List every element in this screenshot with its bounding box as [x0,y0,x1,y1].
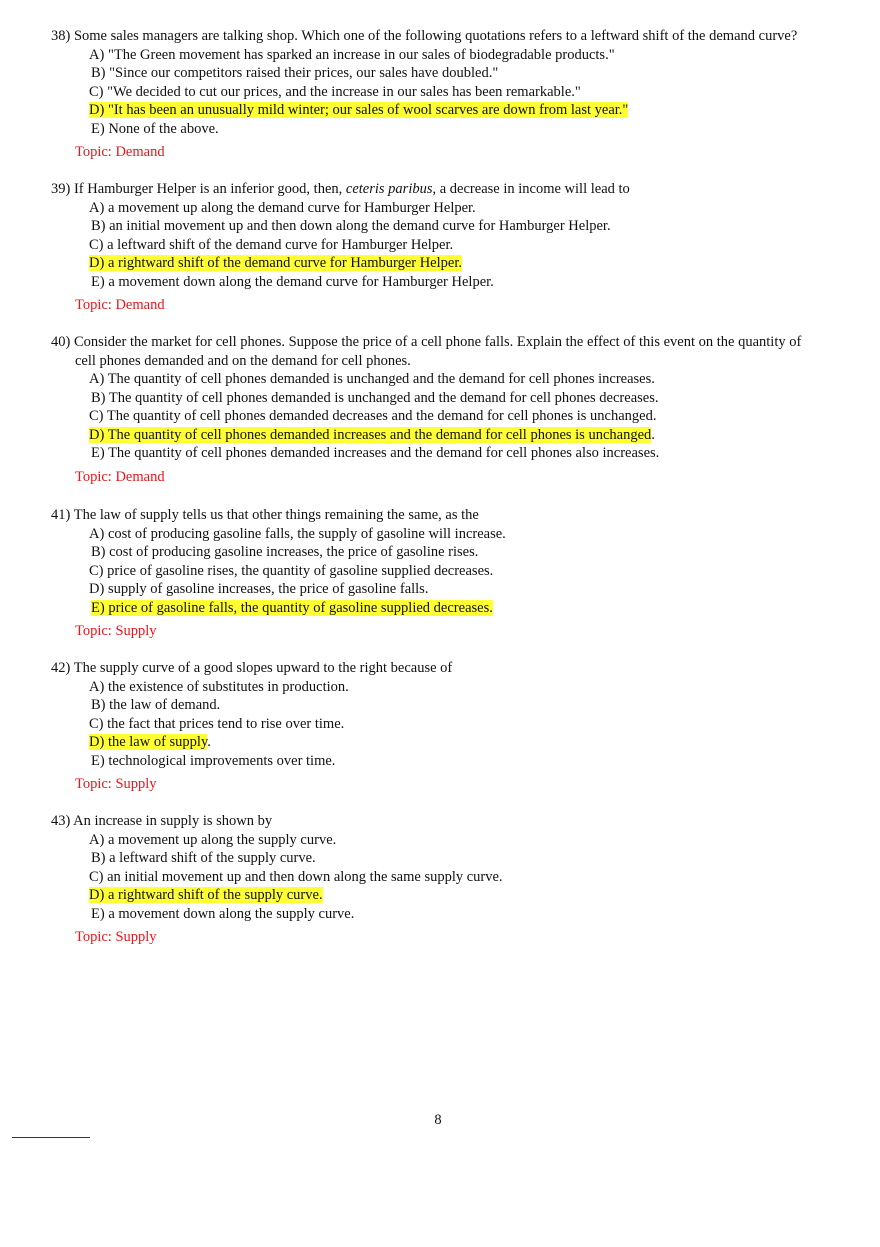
option-d-correct: D) a rightward shift of the demand curve for Hamburger Helper. [89,255,462,271]
option-a: A) "The Green movement has sparked an increase in our sales of biodegradable products." [89,46,615,63]
option-b: B) an initial movement up and then down along the demand curve for Hamburger Helper. [91,218,611,234]
option-b: B) "Since our competitors raised their prices, our sales have doubled." [91,65,499,81]
option-e: E) technological improvements over time. [91,752,336,769]
option-d: D) supply of gasoline increases, the price of gasoline falls. [89,581,429,597]
option-a: A) the existence of substitutes in production. [89,678,349,695]
option-a: A) a movement up along the demand curve for Hamburger Helper. [89,199,476,216]
option-a: A) The quantity of cell phones demanded is unchanged and the demand for cell phones increases. [89,371,655,387]
question-number: 43) [51,813,71,829]
option-d-correct: D) "It has been an unusually mild winter; our sales of wool scarves are down from last year." [89,102,629,118]
question-number: 38) [51,28,71,44]
footnote-rule [12,1137,90,1138]
question-39 [51,180,851,314]
question-stem-line-2: cell phones demanded and on the demand for cell phones. [75,352,411,369]
option-d-correct: D) The quantity of cell phones demanded increases and the demand for cell phones is unchanged. [89,426,655,443]
option-c: C) the fact that prices tend to rise over time. [89,715,345,732]
question-stem: The supply curve of a good slopes upward to the right because of [73,660,453,676]
option-e: E) The quantity of cell phones demanded increases and the demand for cell phones also increases. [91,445,660,461]
question-43 [51,812,851,946]
option-d-correct: D) a rightward shift of the supply curve. [89,887,323,903]
question-number: 39) [51,181,71,197]
question-number: 42) [51,660,71,676]
question-41 [51,506,851,640]
option-list [51,831,851,924]
option-e-correct: E) price of gasoline falls, the quantity of gasoline supplied decreases. [91,599,493,616]
question-40 [51,333,851,486]
option-list [51,370,851,463]
question-stem: If Hamburger Helper is an inferior good, then, ceteris paribus, a decrease in income will lead to [73,181,630,197]
option-list [51,199,851,292]
question-38 [51,27,851,161]
question-stem-line-1: Consider the market for cell phones. Suppose the price of a cell phone falls. Explain the effect of this event on the quantity of [73,334,802,350]
topic-label: Topic: Supply [75,623,157,639]
topic-label: Topic: Demand [75,297,165,313]
option-c: C) "We decided to cut our prices, and the increase in our sales has been remarkable." [89,83,581,100]
question-stem: The law of supply tells us that other things remaining the same, as the [73,507,479,523]
option-list [51,46,851,139]
topic-label: Topic: Demand [75,468,165,485]
topic-label: Topic: Supply [75,929,157,945]
option-list [51,525,851,618]
topic-label: Topic: Supply [75,776,157,792]
option-list [51,678,851,771]
option-b: B) cost of producing gasoline increases, the price of gasoline rises. [91,544,479,560]
option-e: E) None of the above. [91,120,219,137]
question-number: 41) [51,507,71,523]
option-b: B) the law of demand. [91,697,221,713]
option-c: C) The quantity of cell phones demanded decreases and the demand for cell phones is unchanged. [89,408,657,424]
option-c: C) a leftward shift of the demand curve for Hamburger Helper. [89,236,454,253]
option-e: E) a movement down along the demand curve for Hamburger Helper. [91,273,494,290]
option-c: C) price of gasoline rises, the quantity of gasoline supplied decreases. [89,562,494,579]
option-e: E) a movement down along the supply curve. [91,905,355,922]
question-stem: Some sales managers are talking shop. Which one of the following quotations refers to a leftward shift of the demand curve? [73,28,798,44]
question-number: 40) [51,334,71,350]
page-number: 8 [434,1112,442,1128]
option-c: C) an initial movement up and then down along the same supply curve. [89,868,503,885]
question-42 [51,659,851,793]
option-a: A) cost of producing gasoline falls, the supply of gasoline will increase. [89,525,506,542]
option-b: B) The quantity of cell phones demanded is unchanged and the demand for cell phones decreases. [91,389,659,406]
topic-label: Topic: Demand [75,144,165,160]
option-d-correct: D) the law of supply. [89,734,211,750]
option-a: A) a movement up along the supply curve. [89,831,337,848]
question-stem: An increase in supply is shown by [73,813,273,829]
option-b: B) a leftward shift of the supply curve. [91,850,316,866]
